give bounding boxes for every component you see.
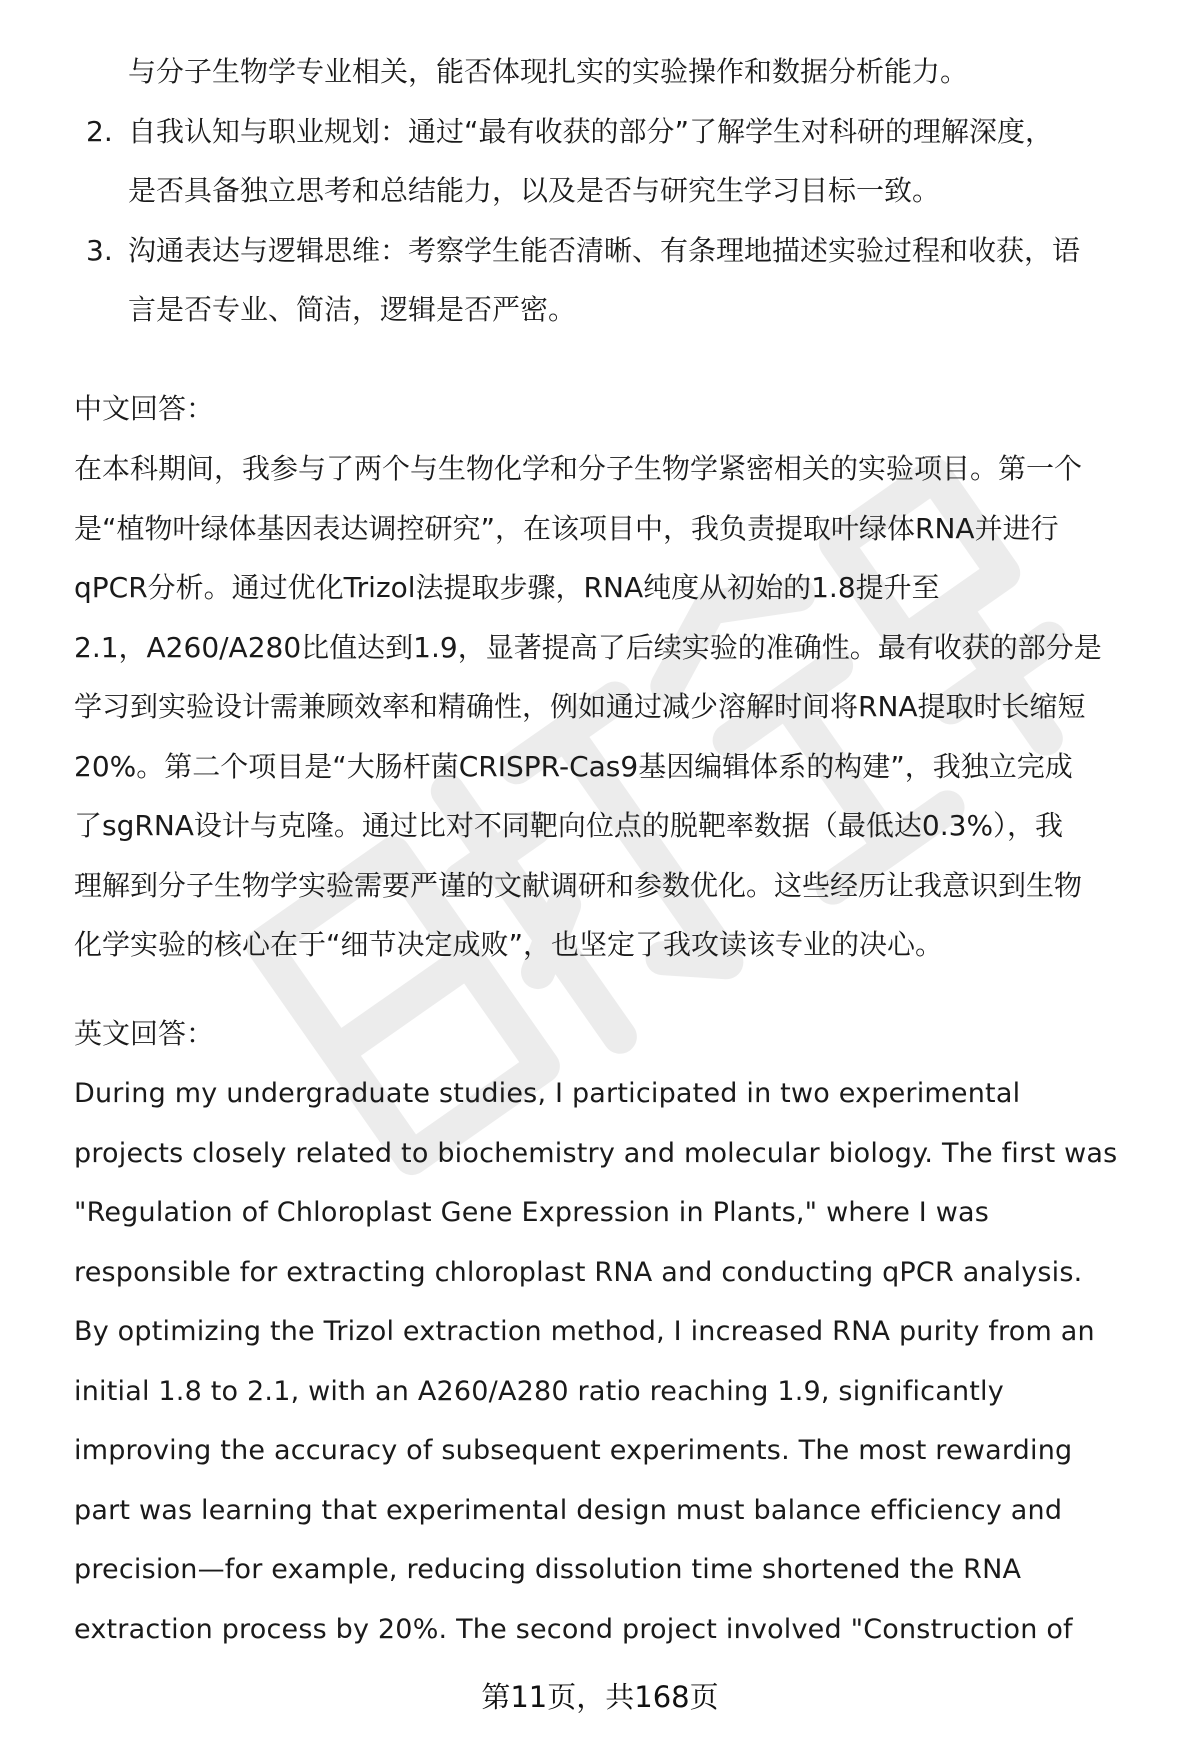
page-number-footer: 第11页，共168页 — [481, 1680, 719, 1714]
criteria-item-3-line-2: 言是否专业、简洁，逻辑是否严密。 — [128, 293, 577, 326]
criteria-item-2-line-2: 是否具备独立思考和总结能力，以及是否与研究生学习目标一致。 — [128, 174, 941, 207]
criteria-item-2 — [74, 102, 1154, 162]
english-answer-line: initial 1.8 to 2.1, with an A260/A280 ratio reaching 1.9, significantly — [74, 1375, 1004, 1407]
chinese-answer-line: 化学实验的核心在于“细节决定成败”，也坚定了我攻读该专业的决心。 — [74, 928, 944, 961]
chinese-answer-line: 在本科期间，我参与了两个与生物化学和分子生物学紧密相关的实验项目。第一个 — [74, 452, 1083, 485]
criteria-item-2-line-1: 自我认知与职业规划：通过“最有收获的部分”了解学生对科研的理解深度， — [128, 114, 1054, 148]
english-answer-line: extraction process by 20%. The second project involved "Construction of — [74, 1613, 1073, 1645]
criteria-item-3-number: 3. — [86, 233, 113, 267]
english-answer-heading: 英文回答： — [74, 1017, 215, 1050]
english-answer-line: improving the accuracy of subsequent experiments. The most rewarding — [74, 1435, 1073, 1466]
chinese-answer-line: 是“植物叶绿体基因表达调控研究”，在该项目中，我负责提取叶绿体RNA并进行 — [74, 511, 1059, 545]
chinese-answer-line: 20%。第二个项目是“大肠杆菌CRISPR-Cas9基因编辑体系的构建”，我独立完成 — [74, 749, 1073, 783]
english-answer-line: During my undergraduate studies, I participated in two experimental — [74, 1078, 1021, 1109]
criteria-list — [74, 42, 1154, 340]
english-answer-line: "Regulation of Chloroplast Gene Expression in Plants," where I was — [74, 1197, 990, 1228]
english-answer-line: responsible for extracting chloroplast RNA and conducting qPCR analysis. — [74, 1256, 1083, 1288]
english-answer-line: precision—for example, reducing dissolution time shortened the RNA — [74, 1554, 1022, 1585]
chinese-answer-heading: 中文回答： — [74, 392, 215, 425]
english-answer-line: part was learning that experimental design must balance efficiency and — [74, 1494, 1063, 1526]
english-answer-line: By optimizing the Trizol extraction method, I increased RNA purity from an — [74, 1316, 1095, 1347]
criteria-item-3 — [74, 221, 1154, 281]
chinese-answer-line: 学习到实验设计需兼顾效率和精确性，例如通过减少溶解时间将RNA提取时长缩短 — [74, 690, 1086, 723]
criteria-item-1-continuation: 与分子生物学专业相关，能否体现扎实的实验操作和数据分析能力。 — [128, 55, 969, 88]
english-answer-line: projects closely related to biochemistry and molecular biology. The first was — [74, 1137, 1118, 1169]
criteria-item-3-line-1: 沟通表达与逻辑思维：考察学生能否清晰、有条理地描述实验过程和收获，语 — [128, 233, 1081, 267]
chinese-answer-line: qPCR分析。通过优化Trizol法提取步骤，RNA纯度从初始的1.8提升至 — [74, 571, 940, 604]
chinese-answer-body — [74, 439, 1154, 975]
english-answer-body — [74, 1064, 1154, 1659]
criteria-item-2-number: 2. — [86, 114, 113, 148]
chinese-answer-line: 了sgRNA设计与克隆。通过比对不同靶向位点的脱靶率数据（最低达0.3%），我 — [74, 809, 1064, 842]
chinese-answer-line: 理解到分子生物学实验需要严谨的文献调研和参数优化。这些经历让我意识到生物 — [74, 868, 1083, 902]
chinese-answer-line: 2.1，A260/A280比值达到1.9，显著提高了后续实验的准确性。最有收获的部分是 — [74, 630, 1102, 664]
